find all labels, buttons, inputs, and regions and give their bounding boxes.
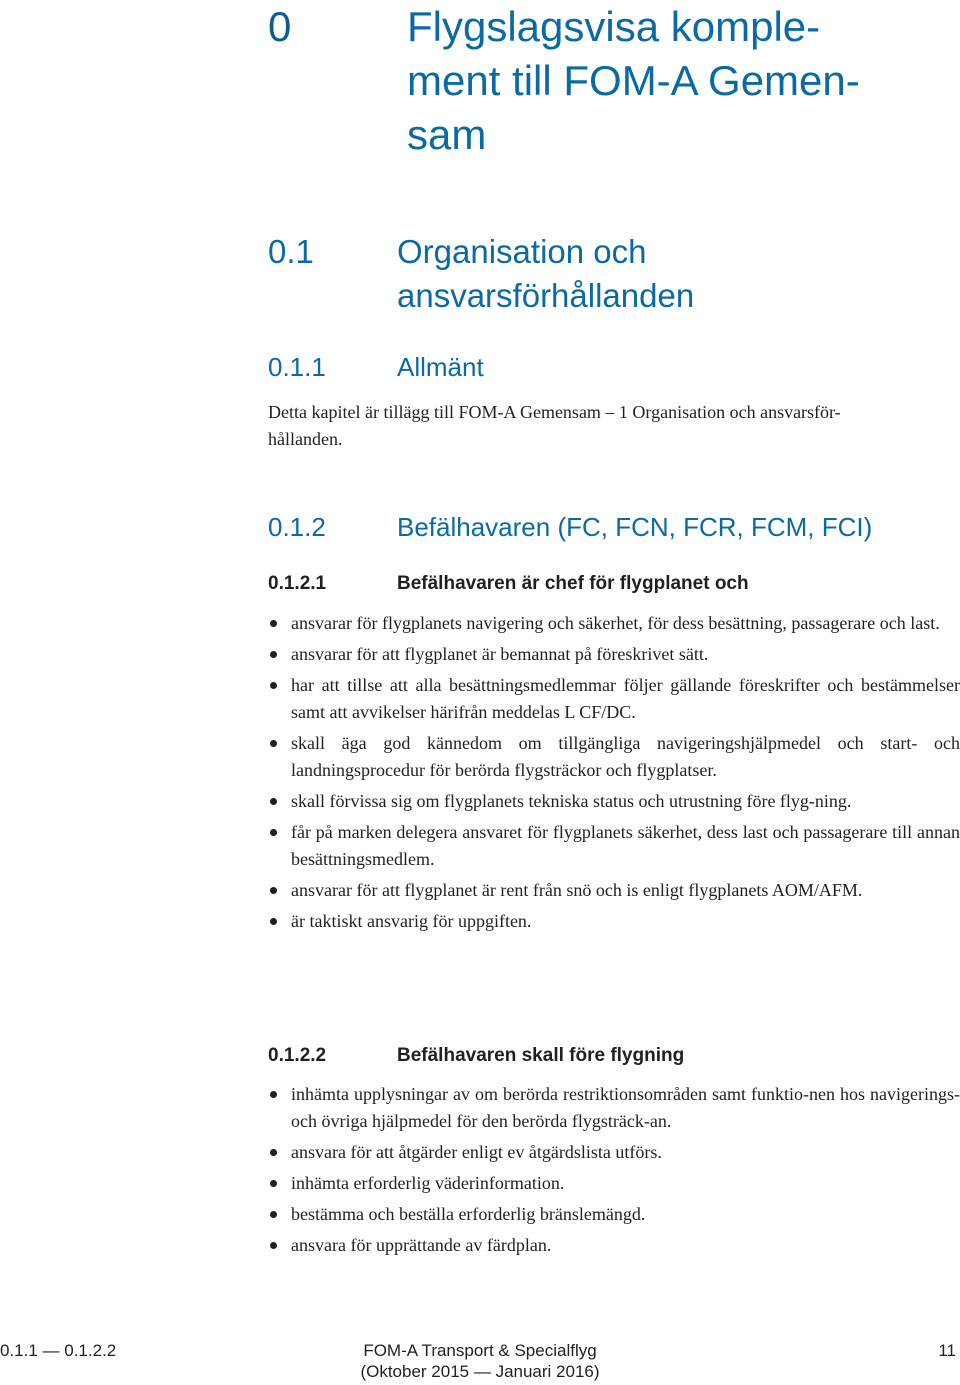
bullet-icon — [270, 1149, 277, 1156]
chapter-title-line: ment till FOM-A Gemen- — [407, 57, 860, 104]
list-item — [268, 908, 960, 935]
list-item-text: skall förvissa sig om flygplanets tekniska status och utrustning före flyg-ning. — [291, 791, 852, 811]
footer-title: FOM-A Transport & Specialflyg — [363, 1341, 597, 1360]
section-0-1-2-2-list — [268, 1081, 960, 1263]
section-0-1-2-1-title: Befälhavaren är chef för flygplanet och — [397, 573, 749, 594]
list-item — [268, 1232, 960, 1259]
footer-date-range: (Oktober 2015 — Januari 2016) — [360, 1362, 600, 1381]
list-item — [268, 1201, 960, 1228]
list-item-text: ansvarar för att flygplanet är bemannat på föreskrivet sätt. — [291, 644, 709, 664]
bullet-icon — [270, 1091, 277, 1098]
bullet-icon — [270, 1211, 277, 1218]
list-item — [268, 877, 960, 904]
section-0-1-2-number: 0.1.2 — [268, 512, 326, 542]
list-item-text: inhämta erforderlig väderinformation. — [291, 1173, 565, 1193]
list-item-text: är taktiskt ansvarig för uppgiften. — [291, 911, 532, 931]
list-item-text: inhämta upplysningar av om berörda restriktionsområden samt funktio-nen hos navigerings- och övriga hjälpmedel för den berörda flygsträck-an. — [291, 1084, 960, 1131]
footer-section-range: 0.1.1 — 0.1.2.2 — [0, 1341, 117, 1360]
bullet-icon — [270, 740, 277, 747]
list-item — [268, 1081, 960, 1135]
list-item-text: bestämma och beställa erforderlig bränslemängd. — [291, 1204, 646, 1224]
section-0-1-title — [397, 230, 694, 318]
list-item — [268, 1170, 960, 1197]
list-item-text: får på marken delegera ansvaret för flygplanets säkerhet, dess last och passagerare till annan besättningsmedlem. — [291, 822, 960, 869]
list-item — [268, 1139, 960, 1166]
footer-title-block — [300, 1340, 660, 1382]
list-item — [268, 730, 960, 784]
section-0-1-2-2-title: Befälhavaren skall före flygning — [397, 1045, 685, 1066]
list-item — [268, 641, 960, 668]
bullet-icon — [270, 1180, 277, 1187]
list-item-text: skall äga god kännedom om tillgängliga navigeringshjälpmedel och start- och landningsprocedur för berörda flygsträckor och flygplatser. — [291, 733, 960, 780]
bullet-icon — [270, 829, 277, 836]
bullet-icon — [270, 620, 277, 627]
list-item-text: ansvarar för flygplanets navigering och säkerhet, för dess besättning, passagerare och last. — [291, 613, 940, 633]
bullet-icon — [270, 887, 277, 894]
section-0-1-title-line: ansvarsförhållanden — [397, 277, 695, 314]
list-item — [268, 788, 960, 815]
section-0-1-1-title: Allmänt — [397, 352, 484, 382]
list-item — [268, 672, 960, 726]
bullet-icon — [270, 682, 277, 689]
list-item-text: ansvara för upprättande av färdplan. — [291, 1235, 552, 1255]
section-0-1-2-title: Befälhavaren (FC, FCN, FCR, FCM, FCI) — [397, 512, 873, 542]
list-item — [268, 819, 960, 873]
list-item — [268, 610, 960, 637]
paragraph-line: hållanden. — [268, 429, 343, 449]
chapter-title — [407, 0, 947, 162]
bullet-icon — [270, 918, 277, 925]
chapter-title-line: Flygslagsvisa komple- — [407, 3, 821, 50]
bullet-icon — [270, 651, 277, 658]
chapter-number: 0 — [268, 3, 292, 50]
section-0-1-2-2-number: 0.1.2.2 — [268, 1045, 327, 1066]
section-0-1-2-1-number: 0.1.2.1 — [268, 573, 327, 594]
chapter-title-line: sam — [407, 111, 487, 158]
page-number: 11 — [938, 1341, 956, 1360]
list-item-text: har att tillse att alla besättningsmedlemmar följer gällande föreskrifter och bestämmelser samt att avvikelser härifrån meddelas L CF/DC. — [291, 675, 960, 722]
bullet-icon — [270, 1242, 277, 1249]
section-0-1-1-number: 0.1.1 — [268, 352, 326, 382]
list-item-text: ansvarar för att flygplanet är rent från snö och is enligt flygplanets AOM/AFM. — [291, 880, 863, 900]
section-0-1-number: 0.1 — [268, 233, 314, 270]
section-0-1-1-text — [268, 399, 958, 453]
list-item-text: ansvara för att åtgärder enligt ev åtgärdslista utförs. — [291, 1142, 662, 1162]
paragraph-line: Detta kapitel är tillägg till FOM-A Gemensam – 1 Organisation och ansvarsför- — [268, 402, 841, 422]
section-0-1-2-1-list — [268, 610, 960, 939]
section-0-1-title-line: Organisation och — [397, 233, 647, 270]
bullet-icon — [270, 798, 277, 805]
